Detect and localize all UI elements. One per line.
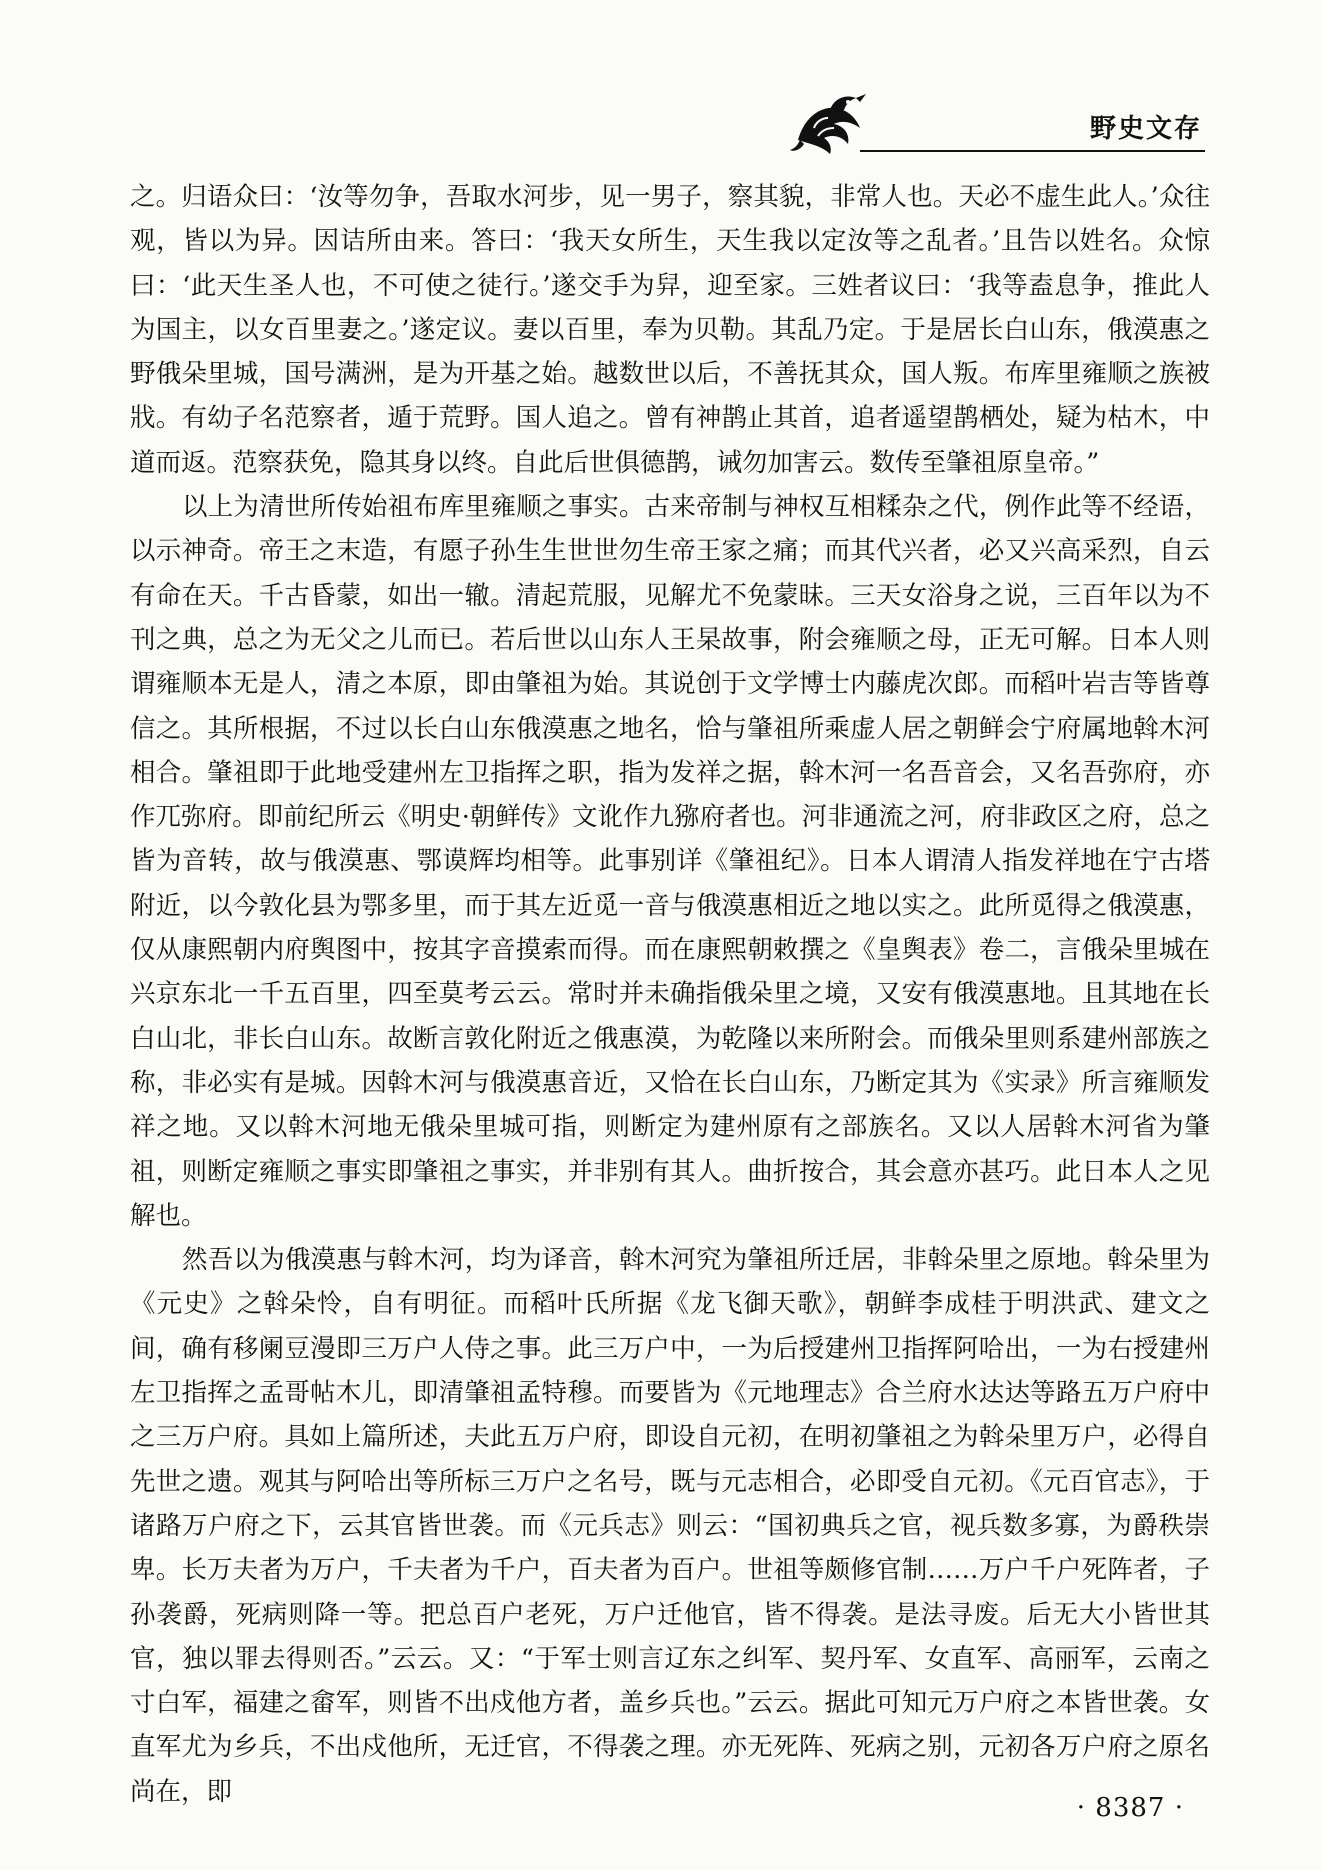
page-number: · 8387 · — [1076, 1793, 1184, 1823]
paragraph-1: 之。归语众曰：‘汝等勿争，吾取水河步，见一男子，察其貌，非常人也。天必不虚生此人。’众往观，皆以为异。因诘所由来。答曰：‘我天女所生，天生我以定汝等之乱者。’且告以姓名。众惊曰：‘此天生圣人也，不可使之徒行。’遂交手为舁，迎至家。三姓者议曰：‘我等盍息争，推此人为国主，以女百里妻之。’遂定议。妻以百里，奉为贝勒。其乱乃定。于是居长白山东，俄漠惠之野俄朵里城，国号满洲，是为开基之始。越数世以后，不善抚其众，国人叛。布库里雍顺之族被戕。有幼子名范察者，遁于荒野。国人追之。曾有神鹊止其首，追者遥望鹊栖处，疑为枯木，中道而返。范察获免，隐其身以终。自此后世俱德鹊，诫勿加害云。数传至肇祖原皇帝。” — [130, 182, 1210, 478]
page-header — [0, 0, 1322, 165]
paragraph-2: 以上为清世所传始祖布库里雍顺之事实。古来帝制与神权互相糅杂之代，例作此等不经语，以示神奇。帝王之末造，有愿子孙生生世世勿生帝王家之痛；而其代兴者，必又兴高采烈，自云有命在天。千古昏蒙，如出一辙。清起荒服，见解尤不免蒙昧。三天女浴身之说，三百年以为不刊之典，总之为无父之儿而已。若后世以山东人王杲故事，附会雍顺之母，正无可解。日本人则谓雍顺本无是人，清之本原，即由肇祖为始。其说创于文学博士内藤虎次郎。而稻叶岩吉等皆尊信之。其所根据，不过以长白山东俄漠惠之地名，恰与肇祖所乘虚人居之朝鲜会宁府属地斡木河相合。肇祖即于此地受建州左卫指挥之职，指为发祥之据，斡木河一名吾音会，又名吾弥府，亦作兀弥府。即前纪所云《明史·朝鲜传》文讹作九猕府者也。河非通流之河，府非政区之府，总之皆为音转，故与俄漠惠、鄂谟辉均相等。此事别详《肇祖纪》。日本人谓清人指发祥地在宁古塔附近，以今敦化县为鄂多里，而于其左近觅一音与俄漠惠相近之地以实之。此所觅得之俄漠惠，仅从康熙朝内府舆图中，按其字音摸索而得。而在康熙朝敕撰之《皇舆表》卷二，言俄朵里城在兴京东北一千五百里，四至莫考云云。常时并未确指俄朵里之境，又安有俄漠惠地。且其地在长白山北，非长白山东。故断言敦化附近之俄惠漠，为乾隆以来所附会。而俄朵里则系建州部族之称，非必实有是城。因斡木河与俄漠惠音近，又恰在长白山东，乃断定其为《实录》所言雍顺发祥之地。又以斡木河地无俄朵里城可指，则断定为建州原有之部族名。又以人居斡木河省为肇祖，则断定雍顺之事实即肇祖之事实，并非别有其人。曲折按合，其会意亦甚巧。此日本人之见解也。 — [130, 492, 1210, 1231]
paragraph-3: 然吾以为俄漠惠与斡木河，均为译音，斡木河究为肇祖所迁居，非斡朵里之原地。斡朵里为《元史》之斡朵怜，自有明征。而稻叶氏所据《龙飞御天歌》，朝鲜李成桂于明洪武、建文之间，确有移阑豆漫即三万户人侍之事。此三万户中，一为后授建州卫指挥阿哈出，一为右授建州左卫指挥之孟哥帖木儿，即清肇祖孟特穆。而要皆为《元地理志》合兰府水达达等路五万户府中之三万户府。具如上篇所述，夫此五万户府，即设自元初，在明初肇祖之为斡朵里万户，必得自先世之遗。观其与阿哈出等所标三万户之名号，既与元志相合，必即受自元初。《元百官志》，于诸路万户府之下，云其官皆世袭。而《元兵志》则云：“国初典兵之官，视兵数多寡，为爵秩崇卑。长万夫者为万户，千夫者为千户，百夫者为百户。世祖等颇修官制……万户千户死阵者，子孙袭爵，死病则降一等。把总百户老死，万户迁他官，皆不得袭。是法寻废。后无大小皆世其官，独以罪去得则否。”云云。又：“于军士则言辽东之纠军、契丹军、女直军、高丽军，云南之寸白军，福建之畲军，则皆不出戍他方者，盖乡兵也。”云云。据此可知元万户府之本皆世袭。女直军尤为乡兵，不出戍他所，无迁官，不得袭之理。亦无死阵、死病之别，元初各万户府之原名尚在，即 — [130, 1245, 1210, 1807]
dragon-emblem-icon — [790, 88, 870, 158]
series-title: 野史文存 — [1089, 114, 1202, 144]
header-rule — [860, 150, 1205, 152]
body-text — [130, 175, 1210, 1814]
